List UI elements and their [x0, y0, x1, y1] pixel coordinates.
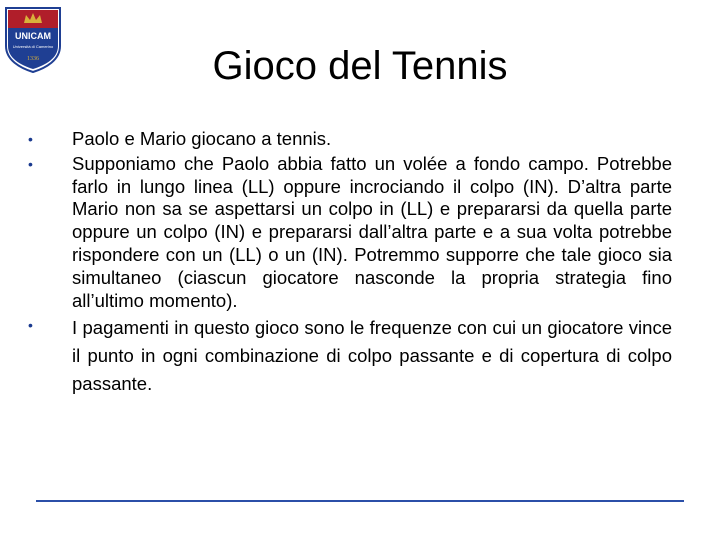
list-item-text: Paolo e Mario giocano a tennis. — [72, 128, 332, 149]
page-title: Gioco del Tennis — [212, 44, 508, 88]
list-item-text: I pagamenti in questo gioco sono le frequenze con cui un giocatore vince il punto in ogni combinazione di colpo passante e di copertura di colpo passante. — [72, 317, 672, 395]
list-item-text: Supponiamo che Paolo abbia fatto un volée a fondo campo. Potrebbe farlo in lungo linea (LL) oppure incrociando il colpo (IN). D’altra parte Mario non sa se aspettarsi un colpo in (LL) e prepararsi da quella parte oppure un colpo (IN) e prepararsi dall’altra parte e a sua volta potrebbe rispondere con un (LL) o un (IN). Potremmo supporre che tale gioco sia simultaneo (ciascun giocatore nasconde la propria strategia fino all’ultimo momento). — [72, 152, 672, 311]
unicam-crest-icon — [4, 6, 62, 74]
list-item — [28, 153, 672, 313]
list-item — [28, 128, 672, 151]
svg-text:UNICAM: UNICAM — [15, 31, 51, 41]
bullet-icon: • — [28, 317, 33, 334]
bullet-icon: • — [28, 155, 33, 172]
svg-text:Università di Camerino: Università di Camerino — [12, 44, 54, 49]
bullet-icon: • — [28, 131, 33, 147]
footer-divider — [36, 500, 684, 502]
list-item — [28, 314, 672, 398]
bullet-list — [28, 128, 672, 400]
svg-text:1336: 1336 — [27, 56, 39, 62]
